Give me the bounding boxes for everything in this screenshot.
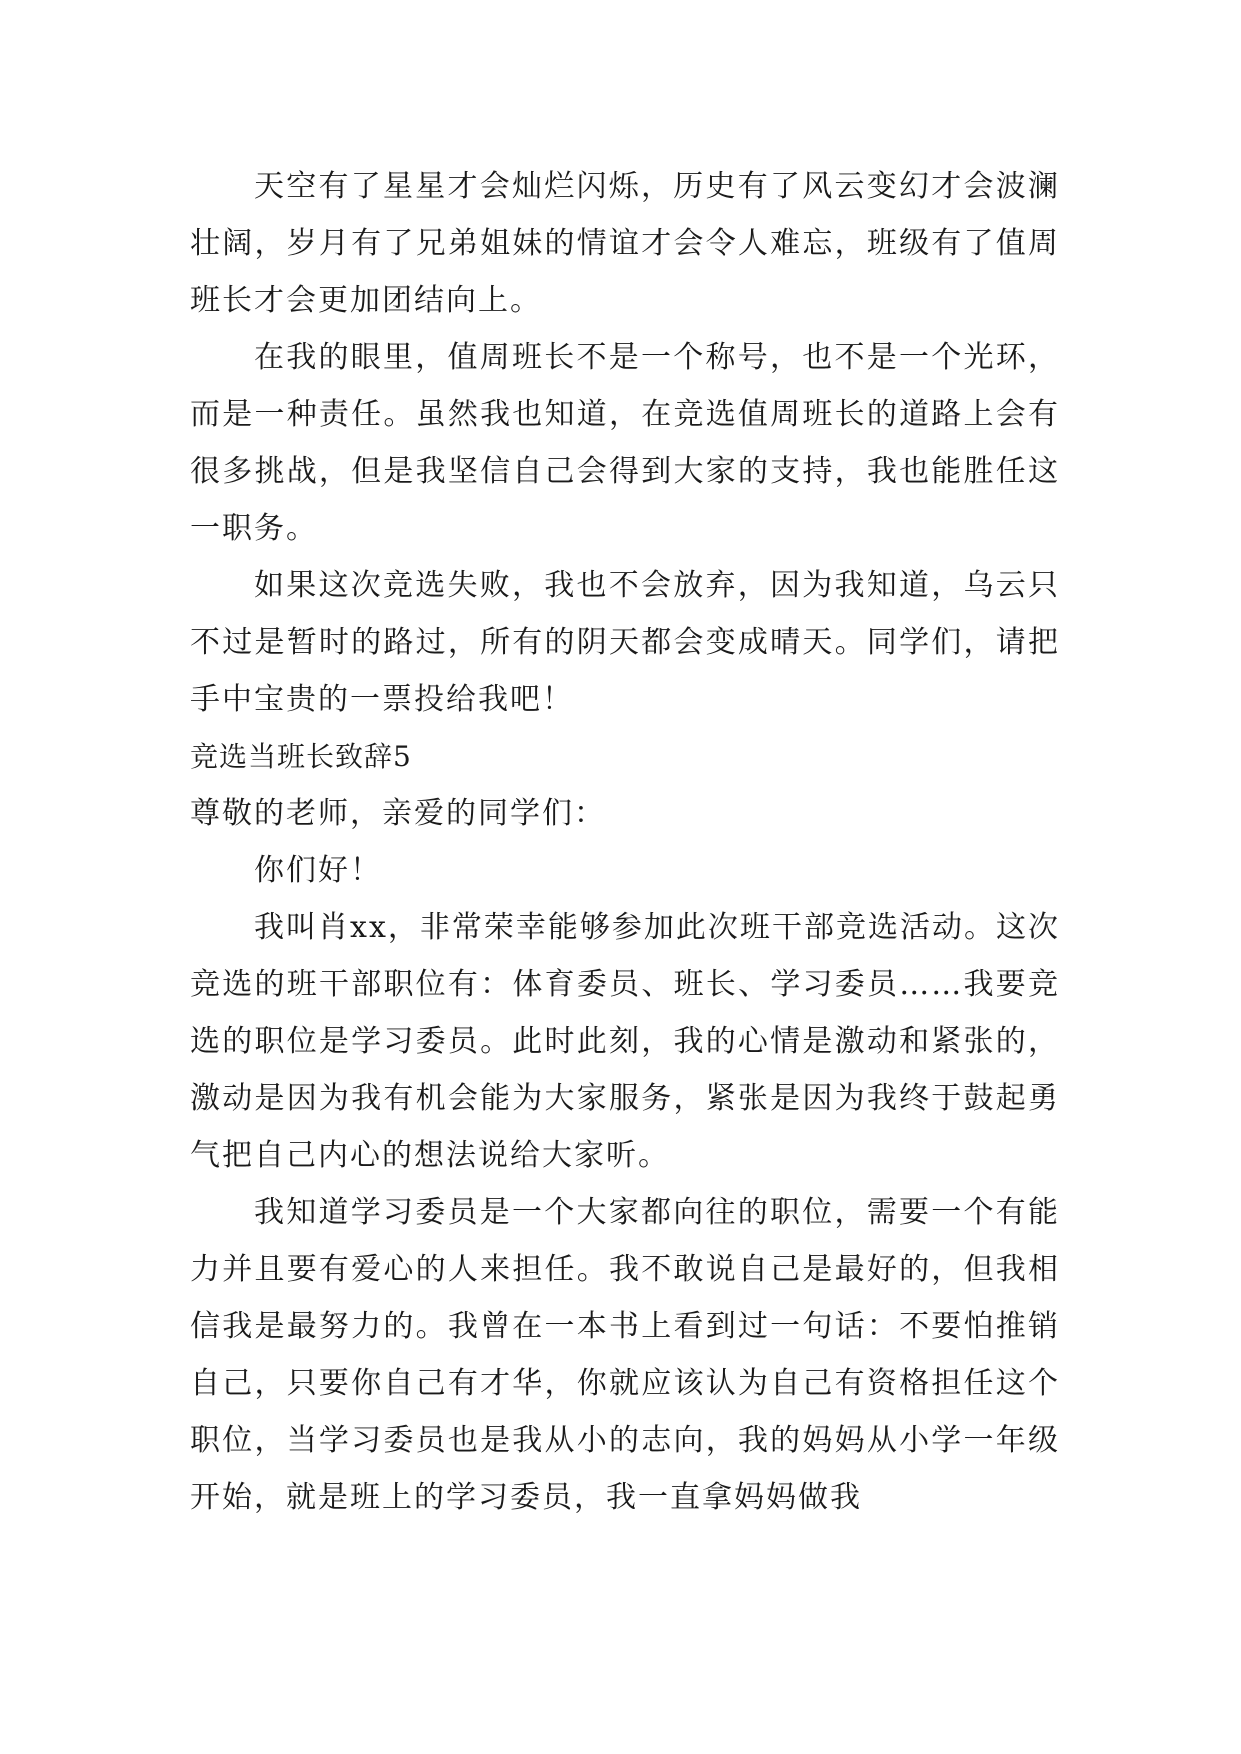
document-page [190,158,1060,1526]
body-paragraph: 如果这次竞选失败，我也不会放弃，因为我知道，乌云只不过是暂时的路过，所有的阴天都会变成晴天。同学们，请把手中宝贵的一票投给我吧！ [190,568,1060,717]
body-paragraph: 天空有了星星才会灿烂闪烁，历史有了风云变幻才会波澜壮阔，岁月有了兄弟姐妹的情谊才会令人难忘，班级有了值周班长才会更加团结向上。 [190,169,1060,318]
greeting: 你们好！ [254,853,382,888]
section-title: 竞选当班长致辞5 [190,740,412,773]
body-paragraph: 在我的眼里，值周班长不是一个称号，也不是一个光环，而是一种责任。虽然我也知道，在竞选值周班长的道路上会有很多挑战，但是我坚信自己会得到大家的支持，我也能胜任这一职务。 [190,340,1060,546]
body-paragraph: 我知道学习委员是一个大家都向往的职位，需要一个有能力并且要有爱心的人来担任。我不敢说自己是最好的，但我相信我是最努力的。我曾在一本书上看到过一句话：不要怕推销自己，只要你自己有才华，你就应该认为自己有资格担任这个职位，当学习委员也是我从小的志向，我的妈妈从小学一年级开始，就是班上的学习委员，我一直拿妈妈做我 [190,1195,1060,1515]
body-paragraph: 我叫肖xx，非常荣幸能够参加此次班干部竞选活动。这次竞选的班干部职位有：体育委员、班长、学习委员……我要竞选的职位是学习委员。此时此刻，我的心情是激动和紧张的，激动是因为我有机会能为大家服务，紧张是因为我终于鼓起勇气把自己内心的想法说给大家听。 [190,910,1060,1173]
salutation: 尊敬的老师，亲爱的同学们： [190,796,606,831]
